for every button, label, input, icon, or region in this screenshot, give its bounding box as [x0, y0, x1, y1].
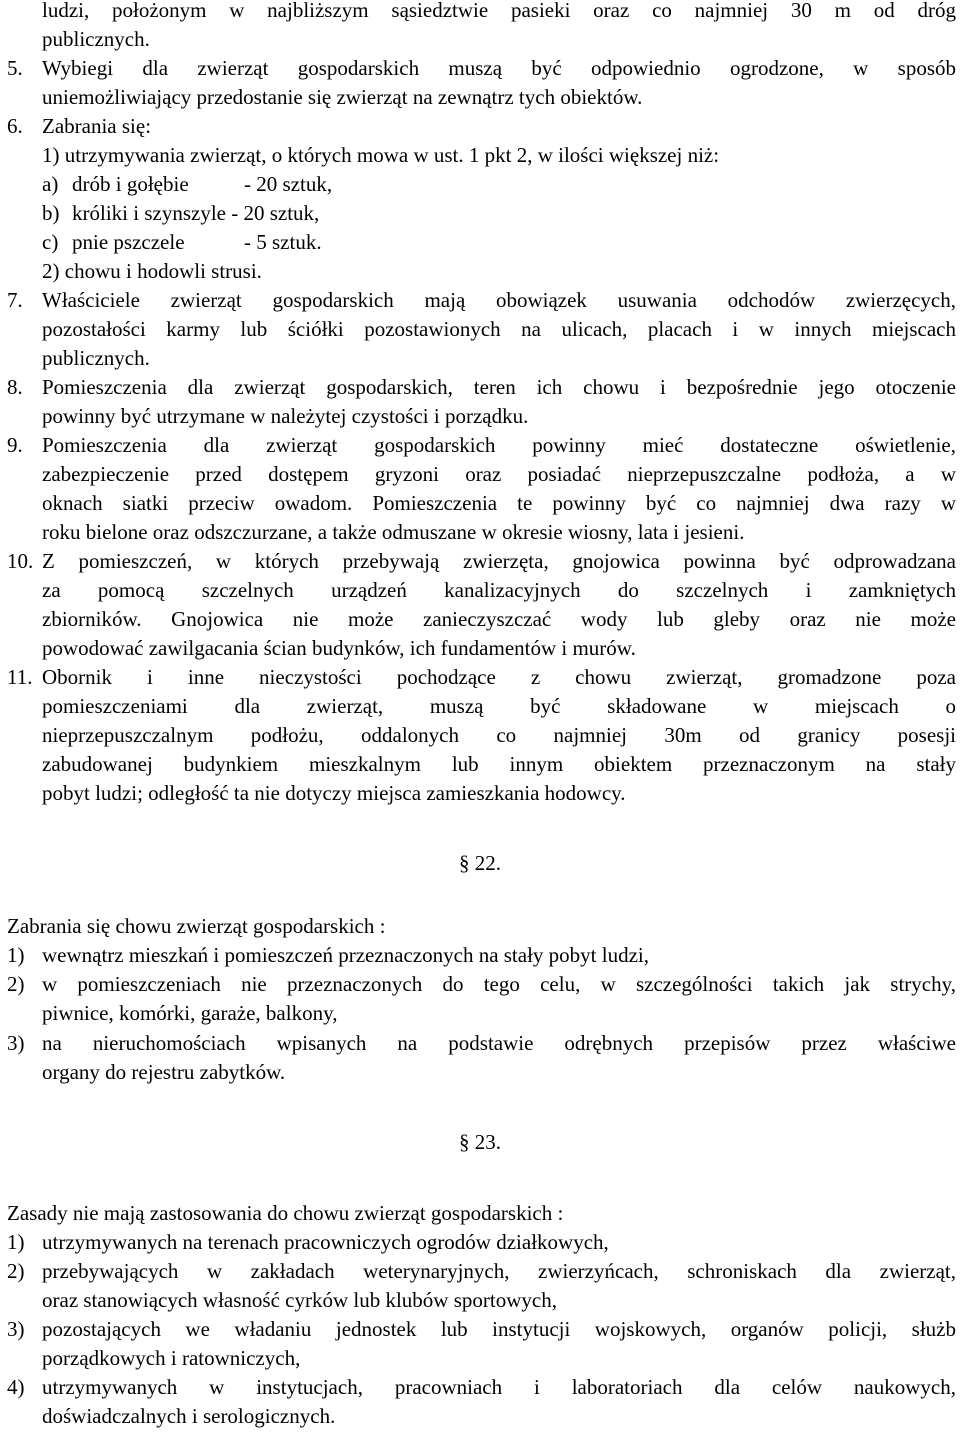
section-heading-22 [0, 849, 960, 878]
line-text: zbiorników. Gnojowica nie może zanieczyszczać wody lub gleby oraz nie może [42, 607, 956, 631]
line-text: 1) utrzymywania zwierząt, o których mowa w ust. 1 pkt 2, w ilości większej niż: [42, 143, 720, 167]
line-text: Pomieszczenia dla zwierząt gospodarskich, teren ich chowu i bezpośrednie jego otoczenie [42, 375, 956, 399]
line-text: Właściciele zwierząt gospodarskich mają obowiązek usuwania odchodów zwierzęcych, [42, 288, 956, 312]
item-number: 7. [7, 288, 23, 312]
paragraph-line [0, 750, 960, 779]
section-intro [0, 1199, 960, 1228]
item-number: 6. [7, 114, 23, 138]
line-text: nieprzepuszczalnym podłożu, oddalonych co najmniej 30m od granicy posesji [42, 723, 956, 747]
line-text: Obornik i inne nieczystości pochodzące z chowu zwierząt, gromadzone poza [42, 665, 956, 689]
list-item-7 [0, 286, 960, 315]
list-item-10 [0, 547, 960, 576]
line-text: piwnice, komórki, garaże, balkony, [42, 1001, 338, 1025]
paragraph-line [0, 634, 960, 663]
sub-count: - 20 sztuk, [244, 172, 333, 196]
line-text: porządkowych i ratowniczych, [42, 1346, 301, 1370]
sub-item-b [0, 199, 960, 228]
paragraph-line [0, 489, 960, 518]
line-text: w pomieszczeniach nie przeznaczonych do tego celu, w szczególności takich jak strychy, [42, 972, 956, 996]
line-text: uniemożliwiający przedostanie się zwierząt na zewnątrz tych obiektów. [42, 85, 643, 109]
list-item [0, 941, 960, 970]
sub-letter: a) [42, 172, 59, 196]
item-number: 1) [7, 943, 25, 967]
line-text: pomieszczeniami dla zwierząt, muszą być składowane w miejscach o [42, 694, 956, 718]
line-text: roku bielone oraz odszczurzane, a także odmuszane w okresie wiosny, lata i jesieni. [42, 520, 745, 544]
sub-item-a [0, 170, 960, 199]
section-heading: § 23. [459, 1130, 501, 1154]
list-item-6 [0, 112, 960, 141]
item-number: 5. [7, 56, 23, 80]
line-text: pozostałości karmy lub ściółki pozostawionych na ulicach, placach i w innych miejscach [42, 317, 956, 341]
line-text: Z pomieszczeń, w których przebywają zwierzęta, gnojowica powinna być odprowadzana [42, 549, 956, 573]
sub-item-1 [0, 141, 960, 170]
line-text: utrzymywanych w instytucjach, pracowniach i laboratoriach dla celów naukowych, [42, 1375, 956, 1399]
item-number: 1) [7, 1230, 25, 1254]
sub-item-c [0, 228, 960, 257]
item-number: 9. [7, 433, 23, 457]
line-text: oknach siatki przeciw owadom. Pomieszczenia te powinny być co najmniej dwa razy w [42, 491, 956, 515]
line-text: przebywających w zakładach weterynaryjnych, zwierzyńcach, schroniskach dla zwierząt, [42, 1259, 956, 1283]
item-number: 2) [7, 972, 25, 996]
line-text: Zabrania się chowu zwierząt gospodarskich : [7, 914, 386, 938]
line-text: doświadczalnych i serologicznych. [42, 1404, 336, 1428]
line-text: za pomocą szczelnych urządzeń kanalizacyjnych do szczelnych i zamkniętych [42, 578, 956, 602]
line-text: pobyt ludzi; odległość ta nie dotyczy miejsca zamieszkania hodowcy. [42, 781, 626, 805]
sub-name: króliki i szynszyle [72, 201, 226, 225]
paragraph-line [0, 518, 960, 547]
sub-name: drób i gołębie [72, 172, 189, 196]
line-text: zabezpieczenie przed dostępem gryzoni oraz posiadać nieprzepuszczalne podłoża, a w [42, 462, 956, 486]
line-text: Pomieszczenia dla zwierząt gospodarskich powinny mieć dostateczne oświetlenie, [42, 433, 956, 457]
section-heading: § 22. [459, 851, 501, 875]
list-item-5 [0, 54, 960, 83]
item-number: 3) [7, 1031, 25, 1055]
list-item-11 [0, 663, 960, 692]
section-heading-23 [0, 1128, 960, 1157]
sub-letter: b) [42, 201, 60, 225]
paragraph-line [0, 1286, 960, 1315]
line-text: publicznych. [42, 346, 150, 370]
line-text: Wybiegi dla zwierząt gospodarskich muszą być odpowiednio ogrodzone, w sposób [42, 56, 956, 80]
line-text: Zasady nie mają zastosowania do chowu zwierząt gospodarskich : [7, 1201, 564, 1225]
paragraph-line [0, 692, 960, 721]
item-number: 11. [7, 665, 33, 689]
line-text: zabudowanej budynkiem mieszkalnym lub innym obiektem przeznaczonym na stały [42, 752, 956, 776]
paragraph-line [0, 1344, 960, 1373]
paragraph-line [0, 721, 960, 750]
list-item-8 [0, 373, 960, 402]
item-number: 2) [7, 1259, 25, 1283]
paragraph-line [0, 605, 960, 634]
list-item [0, 1228, 960, 1257]
sub-count: - 20 sztuk, [231, 201, 320, 225]
list-item [0, 1315, 960, 1344]
line-text: wewnątrz mieszkań i pomieszczeń przeznaczonych na stały pobyt ludzi, [42, 943, 650, 967]
paragraph-line [0, 1058, 960, 1087]
line-text: powodować zawilgacania ścian budynków, ich fundamentów i murów. [42, 636, 636, 660]
paragraph-line [0, 999, 960, 1028]
list-item-9 [0, 431, 960, 460]
line-text: organy do rejestru zabytków. [42, 1060, 286, 1084]
sub-item-2 [0, 257, 960, 286]
item-number: 10. [7, 549, 34, 573]
line-text: powinny być utrzymane w należytej czystości i porządku. [42, 404, 529, 428]
list-item [0, 1257, 960, 1286]
list-item [0, 1373, 960, 1402]
paragraph-line [0, 779, 960, 808]
paragraph-line [0, 460, 960, 489]
line-text: na nieruchomościach wpisanych na podstawie odrębnych przepisów przez właściwe [42, 1031, 956, 1055]
paragraph-line [0, 576, 960, 605]
paragraph-line [0, 402, 960, 431]
sub-name: pnie pszczele [72, 230, 185, 254]
paragraph-line [0, 344, 960, 373]
line-text: ludzi, położonym w najbliższym sąsiedztwie pasieki oraz co najmniej 30 m od dróg [42, 0, 956, 22]
line-text: publicznych. [42, 27, 150, 51]
paragraph-line [0, 0, 960, 25]
list-item [0, 970, 960, 999]
paragraph-line [0, 25, 960, 54]
paragraph-line [0, 83, 960, 112]
line-text: Zabrania się: [42, 114, 152, 138]
line-text: oraz stanowiących własność cyrków lub klubów sportowych, [42, 1288, 557, 1312]
paragraph-line [0, 1402, 960, 1431]
section-intro [0, 912, 960, 941]
line-text: utrzymywanych na terenach pracowniczych ogrodów działkowych, [42, 1230, 609, 1254]
paragraph-line [0, 315, 960, 344]
item-number: 4) [7, 1375, 25, 1399]
line-text: pozostających we władaniu jednostek lub instytucji wojskowych, organów policji, służb [42, 1317, 956, 1341]
list-item [0, 1029, 960, 1058]
item-number: 8. [7, 375, 23, 399]
line-text: 2) chowu i hodowli strusi. [42, 259, 262, 283]
item-number: 3) [7, 1317, 25, 1341]
sub-letter: c) [42, 230, 59, 254]
sub-count: - 5 sztuk. [244, 230, 322, 254]
